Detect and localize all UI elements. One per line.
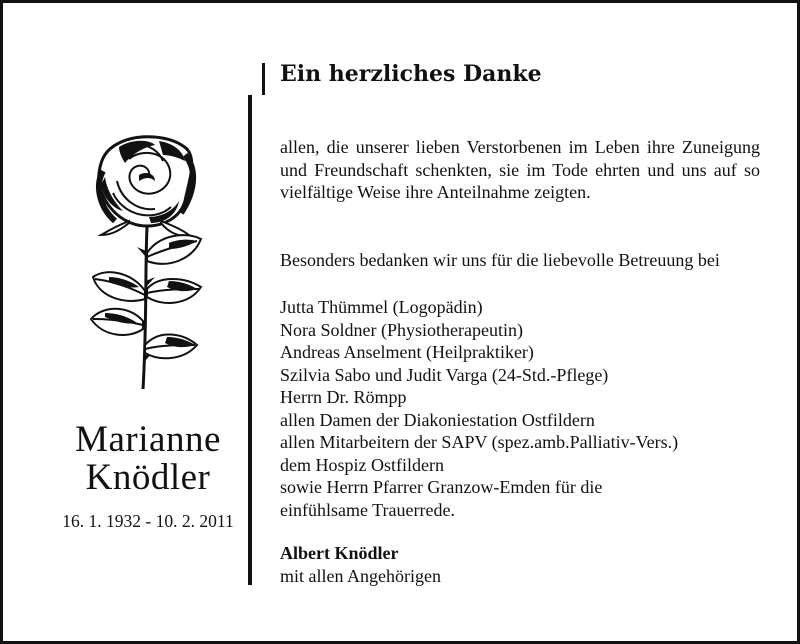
list-item: Nora Soldner (Physiotherapeutin) <box>280 319 523 340</box>
life-dates: 16. 1. 1932 - 10. 2. 2011 <box>62 511 234 531</box>
thanks-paragraph: allen, die unserer lieben Verstorbenen im Leben ihre Zuneigung und Freundschaft schenkten, sie im Tode ehrten und uns auf so vielfältige Weise ihre Anteilnahme zeigten. <box>280 137 760 202</box>
signature-family: mit allen Angehörigen <box>280 566 441 586</box>
deceased-last-name: Knödler <box>85 457 211 498</box>
thanks-list <box>280 296 760 521</box>
list-item: Herrn Dr. Römpp <box>280 387 407 407</box>
list-item: einfühlsame Trauerrede. <box>280 499 455 520</box>
signature-name: Albert Knödler <box>280 543 399 563</box>
care-intro-paragraph: Besonders bedanken wir uns für die liebevolle Betreuung bei <box>280 250 720 270</box>
list-item: allen Mitarbeitern der SAPV (spez.amb.Palliativ-Vers.) <box>280 432 679 452</box>
list-item: Andreas Anselment (Heilpraktiker) <box>280 342 534 362</box>
list-item: allen Damen der Diakoniestation Ostfildern <box>280 409 595 430</box>
deceased-first-name: Marianne <box>75 419 221 460</box>
list-item: Szilvia Sabo und Judit Varga (24-Std.-Pflege) <box>280 364 609 385</box>
divider-rule <box>248 95 252 585</box>
list-item: Jutta Thümmel (Logopädin) <box>280 297 483 317</box>
rose-icon <box>89 131 209 397</box>
list-item: dem Hospiz Ostfildern <box>280 454 444 475</box>
divider-top-rule <box>262 63 265 95</box>
list-item: sowie Herrn Pfarrer Granzow-Emden für die <box>280 477 603 497</box>
page-title: Ein herzliches Danke <box>280 61 542 87</box>
